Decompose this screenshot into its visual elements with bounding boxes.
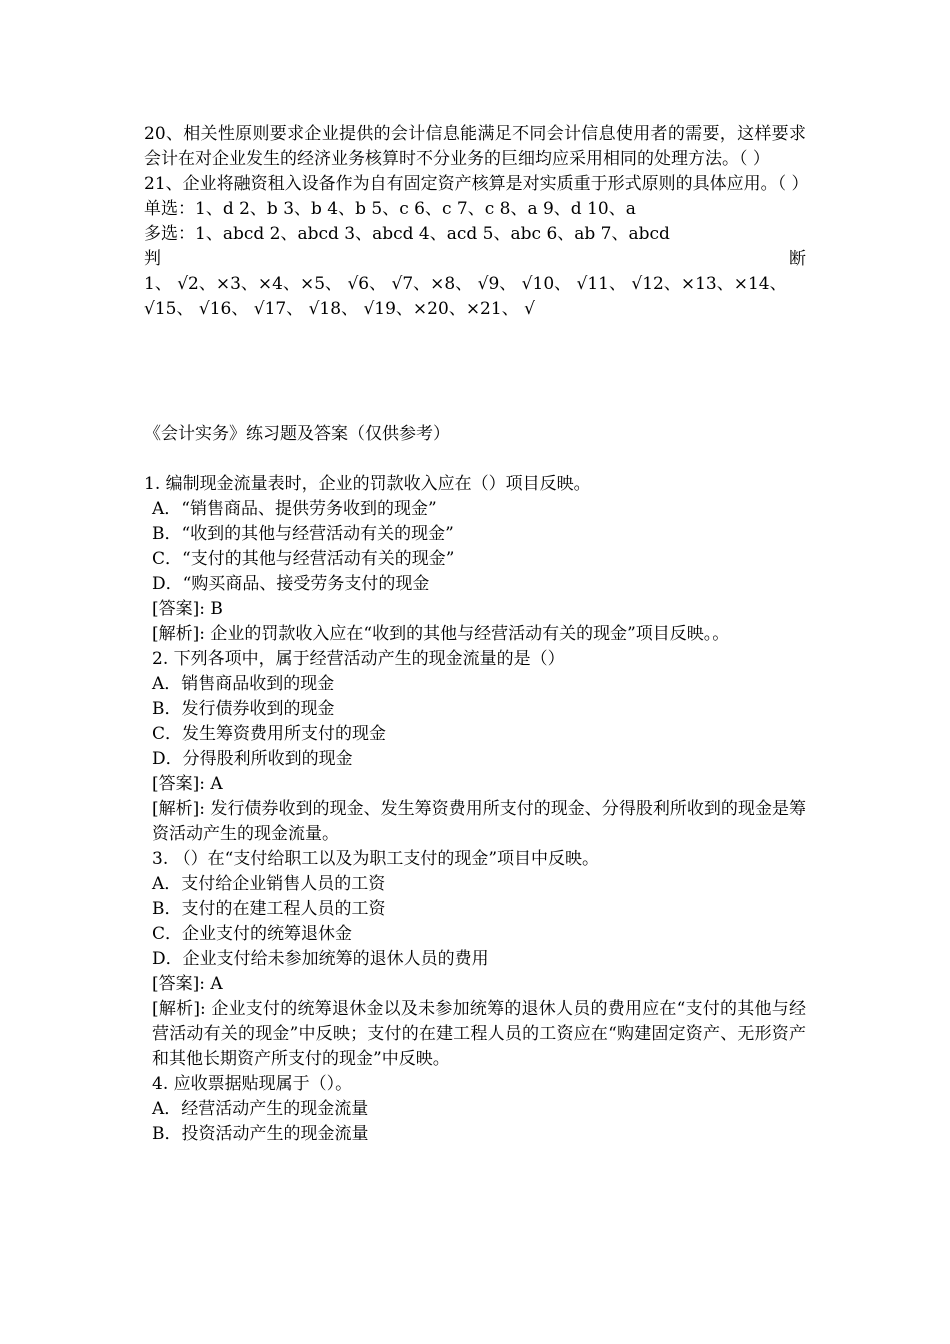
question-option: D．分得股利所收到的现金 [152,749,353,769]
question-analysis: [解析]: 企业的罚款收入应在“收到的其他与经营活动有关的现金”项目反映。。 [152,624,730,644]
answer-key-judge-line-2: √15、 √16、 √17、 √18、 √19、×20、×21、 √ [144,299,535,319]
answer-key-judge-label [144,247,806,272]
question-analysis: [解析]: 企业支付的统筹退休金以及未参加统筹的退休人员的费用应在“支付的其他与经营活动有关的现金”中反映；支付的在建工程人员的工资应在“购建固定资产、无形资产和其他长期资产所支付的现金”中反映。 [152,999,806,1069]
question-option: B．投资活动产生的现金流量 [152,1124,369,1144]
question-option: B．支付的在建工程人员的工资 [152,899,386,919]
question-option: B．“收到的其他与经营活动有关的现金” [152,524,454,544]
document-body [144,122,809,1147]
question-option: A．销售商品收到的现金 [152,674,335,694]
question-stem: 2. 下列各项中，属于经营活动产生的现金流量的是（） [152,649,565,669]
answer-key-judge-line-1: 1、 √2、×3、×4、×5、 √6、 √7、×8、 √9、 √10、 √11、 √12、×13、×14、 [144,274,787,294]
question-analysis: [解析]: 发行债券收到的现金、发生筹资费用所支付的现金、分得股利所收到的现金是筹资活动产生的现金流量。 [152,799,806,844]
answer-key-multi: 多选：1、abcd 2、abcd 3、abcd 4、acd 5、abc 6、ab 7、abcd [144,224,670,244]
judge-label-right: 断 [789,249,806,269]
spacer [144,447,806,472]
question-option: C．企业支付的统筹退休金 [152,924,353,944]
question-option: A．支付给企业销售人员的工资 [152,874,386,894]
question-stem: 3. （）在“支付给职工以及为职工支付的现金”项目中反映。 [152,849,600,869]
section-title: 《会计实务》练习题及答案（仅供参考） [144,424,450,444]
question-option: A．经营活动产生的现金流量 [152,1099,369,1119]
question-option: C．“支付的其他与经营活动有关的现金” [152,549,455,569]
question-stem: 4. 应收票据贴现属于（）。 [152,1074,353,1094]
question-option: D．企业支付给未参加统筹的退休人员的费用 [152,949,489,969]
question-option: D．“购买商品、接受劳务支付的现金 [152,574,430,594]
question-option: B．发行债券收到的现金 [152,699,335,719]
question-stem: 1. 编制现金流量表时，企业的罚款收入应在（）项目反映。 [144,474,591,494]
question-option: C．发生筹资费用所支付的现金 [152,724,387,744]
question-answer: [答案]: A [152,774,223,794]
answer-key-single: 单选：1、d 2、b 3、b 4、b 5、c 6、c 7、c 8、a 9、d 10、a [144,199,636,219]
question-20: 20、相关性原则要求企业提供的会计信息能满足不同会计信息使用者的需要，这样要求会计在对企业发生的经济业务核算时不分业务的巨细均应采用相同的处理方法。（ ） [144,124,806,169]
spacer [144,322,806,422]
judge-label-left: 判 [144,249,161,269]
question-option: A．“销售商品、提供劳务收到的现金” [152,499,437,519]
question-answer: [答案]: B [152,599,223,619]
question-answer: [答案]: A [152,974,223,994]
question-21: 21、企业将融资租入设备作为自有固定资产核算是对实质重于形式原则的具体应用。（ ） [144,174,809,194]
